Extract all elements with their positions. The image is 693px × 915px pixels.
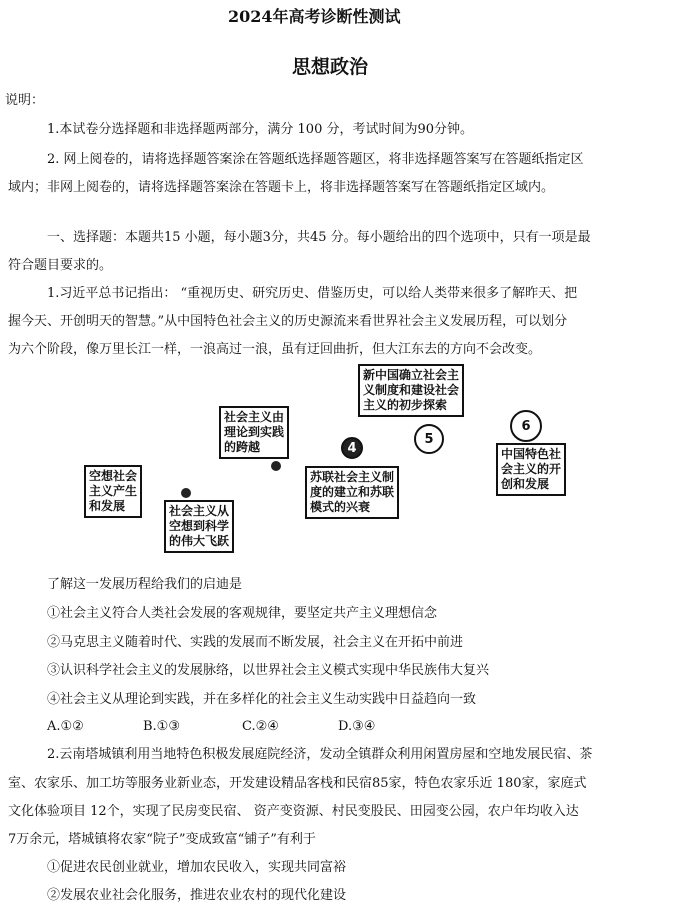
instruction-item-2-line-2: 域内；非网上阅卷的，请将选择题答案涂在答题卡上，将非选择题答案写在答题纸指定区域内。 — [8, 180, 555, 195]
q1-statement-3: ③认识科学社会主义的发展脉络，以世界社会主义模式实现中华民族伟大复兴 — [47, 663, 490, 678]
stage-2-box: 社会主义从 空想到科学 的伟大飞跃 — [164, 500, 234, 553]
exam-title: 2024年高考诊断性测试 — [228, 7, 401, 26]
q1-choice-c: C.②④ — [242, 719, 279, 734]
instruction-item-1: 1.本试卷分选择题和非选择题两部分，满分 100 分，考试时间为90分钟。 — [47, 122, 474, 137]
stage-4-box: 苏联社会主义制 度的建立和苏联 模式的兴衰 — [305, 466, 399, 519]
q2-statement-2: ②发展农业社会化服务，推进农业农村的现代化建设 — [47, 888, 347, 903]
instruction-item-2-line-1: 2. 网上阅卷的，请将选择题答案涂在答题纸选择题答题区，将非选择题答案写在答题纸指定区 — [47, 152, 584, 167]
q2-stem-line-1: 2.云南塔城镇利用当地特色积极发展庭院经济，发动全镇群众利用闲置房屋和空地发展民宿、茶 — [47, 747, 593, 762]
instructions-label: 说明： — [5, 93, 45, 108]
q1-choice-a: A.①② — [47, 719, 84, 734]
q1-stem-line-3: 为六个阶段，像万里长江一样，一浪高过一浪，虽有迂回曲折，但大江东去的方向不会改变。 — [8, 342, 542, 357]
q2-stem-line-4: 7万余元，塔城镇将农家“院子”变成致富“铺子”有利于 — [8, 832, 316, 847]
q2-stem-line-3: 文化体验项目 12个，实现了民房变民宿、 资产变资源、村民变股民、田园变公园，农户年均收入达 — [8, 804, 579, 819]
q1-prompt: 了解这一发展历程给我们的启迪是 — [47, 577, 243, 592]
stage-3-box: 社会主义由 理论到实践 的跨越 — [219, 406, 289, 459]
stage-6-box: 中国特色社 会主义的开 创和发展 — [496, 443, 566, 496]
q1-stem-line-2: 握今天、开创明天的智慧。”从中国特色社会主义的历史源流来看世界社会主义发展历程，可以划分 — [8, 314, 568, 329]
stage-5-box: 新中国确立社会主 义制度和建设社会 主义的初步探索 — [358, 364, 464, 417]
section-heading-line-2: 符合题目要求的。 — [8, 258, 113, 273]
stage-5-number: 5 — [414, 424, 444, 454]
q1-stem-line-1: 1.习近平总书记指出： “重视历史、研究历史、借鉴历史，可以给人类带来很多了解昨天、把 — [47, 286, 578, 301]
q2-statement-1: ①促进农民创业就业，增加农民收入，实现共同富裕 — [47, 860, 347, 875]
q1-choice-b: B.①③ — [143, 719, 180, 734]
stage-4-number: 4 — [341, 437, 363, 459]
stage-1-box: 空想社会 主义产生 和发展 — [84, 465, 142, 518]
stage-6-number: 6 — [510, 410, 542, 442]
q1-statement-2: ②马克思主义随着时代、实践的发展而不断发展，社会主义在开拓中前进 — [47, 635, 464, 650]
q1-statement-1: ①社会主义符合人类社会发展的客观规律，要坚定共产主义理想信念 — [47, 606, 438, 621]
q1-statement-4: ④社会主义从理论到实践，并在多样化的社会主义生动实践中日益趋向一致 — [47, 692, 477, 707]
stage-1-marker — [181, 488, 191, 498]
q2-stem-line-2: 室、农家乐、加工坊等服务业新业态，开发建设精品客栈和民宿85家，特色农家乐近 180家，家庭式 — [8, 776, 587, 791]
stage-3-marker — [271, 461, 281, 471]
q1-choice-d: D.③④ — [338, 719, 376, 734]
section-heading-line-1: 一、选择题：本题共15 小题，每小题3分，共45 分。每小题给出的四个选项中，只有一项是最 — [47, 230, 591, 245]
subject-title: 思想政治 — [292, 56, 369, 78]
